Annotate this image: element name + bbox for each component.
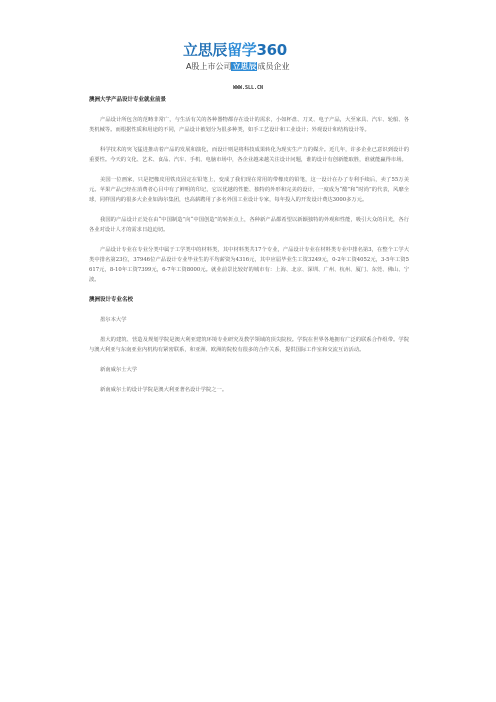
paragraph: 墨大的建筑、营造及规划学院是澳大利亚建筑环境专业研究及教学领域的顶尖院校。学院在世界各地拥有广泛的联系合作组带。学院与澳大利亚与东南亚业内机构有紧密联系，和亚洲、欧洲的院校有很多的合作关系，提供国际工作室和交流互访活动。 xyxy=(89,337,409,353)
paragraph-gap xyxy=(89,305,409,315)
paragraph: 我国的产品设计正处在由“中国制造”向“中国创造”的转折点上，各种新产品都希望以新颖独特的外观和性能，吸引大众的目光，各行各业对设计人才的需求日趋迫切。 xyxy=(89,217,409,233)
paragraph-gap xyxy=(89,135,409,145)
logo-part2: 留学 xyxy=(227,41,257,59)
paragraph: 新南威尔士的设计学院是澳大利亚著名设计学院之一。 xyxy=(100,387,228,393)
logo-sub-brand: 立思辰 xyxy=(232,62,257,71)
logo-subtitle xyxy=(186,61,289,72)
brand-logo xyxy=(183,39,315,75)
paragraph: 科学技术的突飞猛进推动着产品的发展和演化，而设计则是将科技成果转化为现实生产力的媒介。近几年，许多企业已意识到设计的重要性。今天的文化、艺术、食品、汽车、手机、电脑市场中，各企业越来越关注设计问题，谁的设计有创新能取胜，谁就能赢得市场。 xyxy=(89,147,409,163)
logo-sub-prefix: A股上市公司 xyxy=(186,62,232,71)
paragraph: 新南威尔士大学 xyxy=(100,367,138,373)
paragraph-gap xyxy=(89,285,409,295)
paragraph-gap xyxy=(89,105,409,115)
section-heading: 澳洲大学产品设计专业就业前景 xyxy=(89,97,167,103)
paragraph: 美国一位画家，只是把橡皮用铁皮固定在铅笔上，变成了我们现在常用的带橡皮的铅笔，这一设计在办了专利手续后，卖了55万美元。苹果产品已经在消费者心目中有了鲜明的印记，它以优越的性能、独特的外形和完美的设计，一度成为“酷”和“时尚”的代表，风靡全球，同样国内的很多大企业如海尔集团，也高薪聘用了多名外国工业设计专家，每年投入的开发设计费达3000多万元。 xyxy=(89,177,409,203)
paragraph-gap xyxy=(89,375,409,385)
paragraph: 产品设计所包含的范畴非常广，与生活有关的各种器物都存在设计的需求，小如杯盘、刀叉、电子产品，大至家具、汽车、轮船、各类机械等。而根据性质和用途的不同，产品设计被划分为很多种类，如手工艺设计和工业设计；外观设计和结构设计等。 xyxy=(89,117,409,133)
paragraph-gap xyxy=(89,205,409,215)
paragraph-gap xyxy=(89,235,409,245)
paragraph-gap xyxy=(89,355,409,365)
logo-title xyxy=(183,39,287,60)
logo-sub-suffix: 成员企业 xyxy=(257,62,290,71)
document-body xyxy=(89,95,409,395)
paragraph-gap xyxy=(89,325,409,335)
logo-part1: 立思辰 xyxy=(183,41,228,59)
logo-part3: 360 xyxy=(256,41,287,59)
paragraph: 产品设计专业在专业分类中属于工学类中的材料类，其中材料类共17个专业，产品设计专业在材料类专业中排名第3，在整个工学大类中排名第23位，37946位产品设计专业毕业生的平均薪资为4316元，其中应届毕业生工资3249元，0-2年工资4052元，3-5年工资5617元，8-10年工资7399元，6-7年工资8000元。就业前景比较好的城市有：上海、北京、深圳、广州、杭州、厦门、东莞、佛山、宁波。 xyxy=(89,247,409,283)
paragraph-gap xyxy=(89,165,409,175)
site-url[interactable]: WWW.SLL.CN xyxy=(232,85,264,91)
paragraph: 墨尔本大学 xyxy=(100,317,127,323)
section-heading: 澳洲设计专业名校 xyxy=(89,297,134,303)
